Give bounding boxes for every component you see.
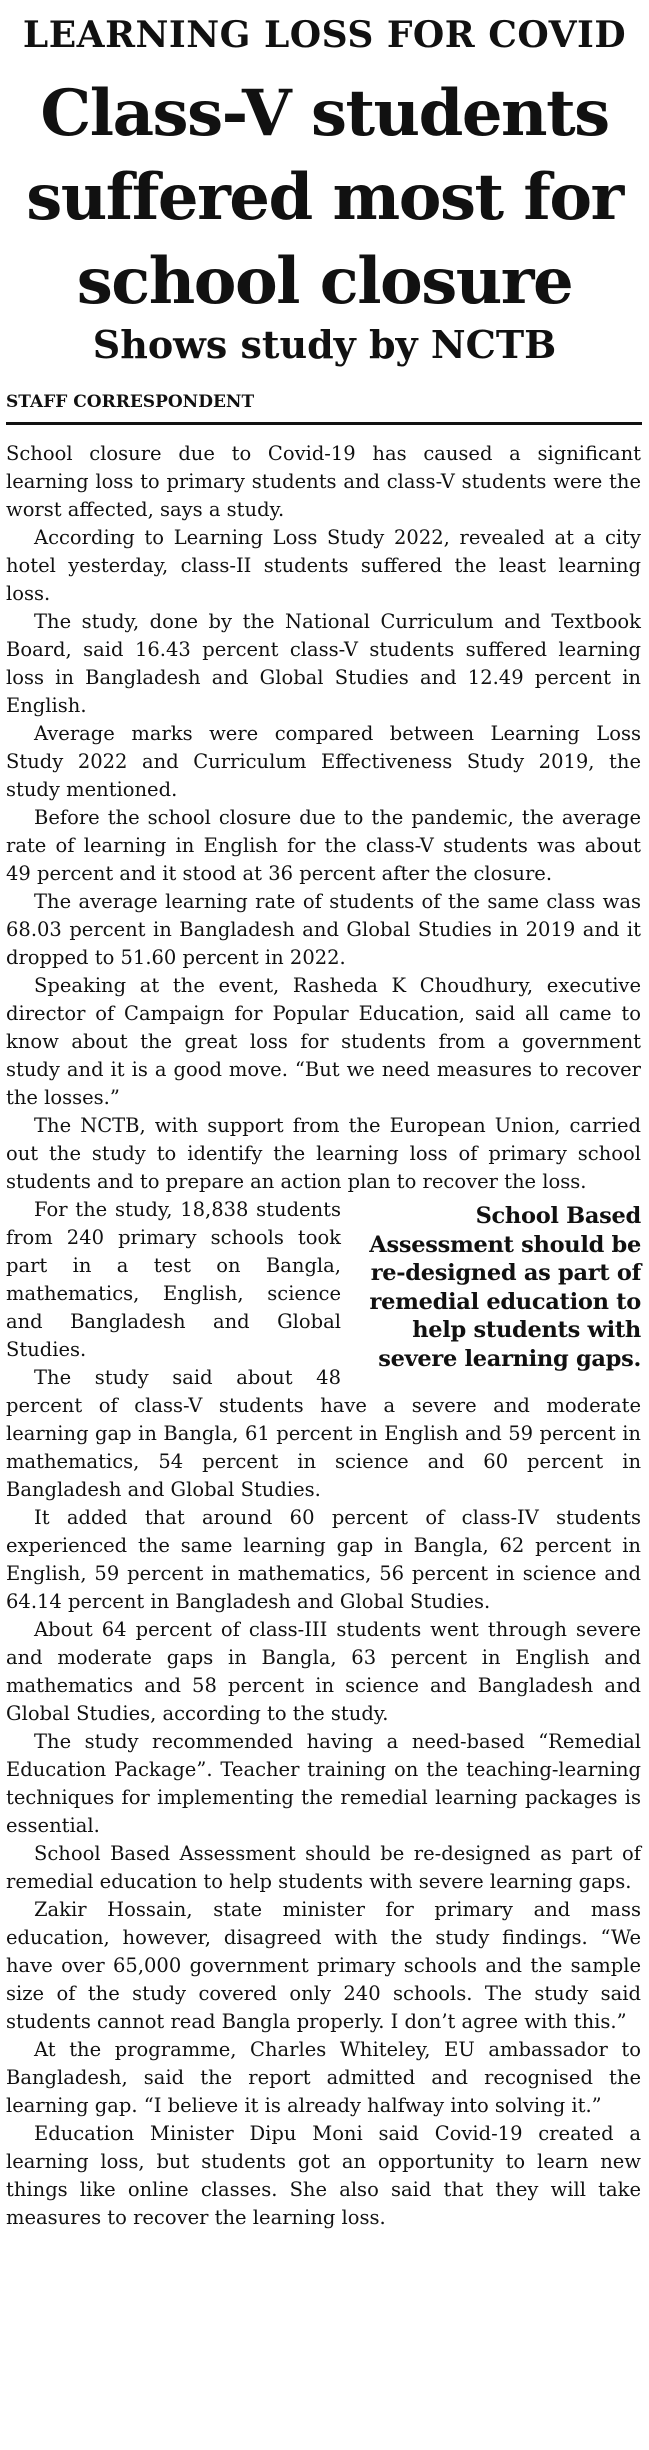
paragraph: Average marks were compared between Learning Loss Study 2022 and Curriculum Effectiveness Study 2019, the study mentioned. xyxy=(6,722,641,801)
paragraph: The average learning rate of students of the same class was 68.03 percent in Bangladesh and Global Studies in 2019 and it dropped to 51.60 percent in 2022. xyxy=(6,890,641,969)
paragraph: Education Minister Dipu Moni said Covid-19 created a learning loss, but students got an opportunity to learn new things like online classes. She also said that they will take measures to recover the learning loss. xyxy=(6,2122,641,2229)
pull-quote: School Based Assessment should be re-designed as part of remedial education to help students with severe learning gaps. xyxy=(369,1203,641,1372)
paragraph: The study said about 48 percent of class-V students have a severe and moderate learning gap in Bangla, 61 percent in English and 59 percent in mathematics, 54 percent in science and 60 percent in Bangladesh and Global Studies. xyxy=(6,1366,641,1501)
paragraph: Before the school closure due to the pandemic, the average rate of learning in English for the class-V students was about 49 percent and it stood at 36 percent after the closure. xyxy=(6,806,641,885)
article-body xyxy=(6,440,641,2232)
subhead: Shows study by NCTB xyxy=(92,322,557,367)
paragraph: The NCTB, with support from the European Union, carried out the study to identify the learning loss of primary school students and to prepare an action plan to recover the loss. xyxy=(6,1114,641,1193)
paragraph: At the programme, Charles Whiteley, EU ambassador to Bangladesh, said the report admitted and recognised the learning gap. “I believe it is already halfway into solving it.” xyxy=(6,2038,641,2117)
headline: Class-V students suffered most for school closure xyxy=(26,76,623,319)
paragraph: For the study, 18,838 students from 240 primary schools took part in a test on Bangla, mathematics, English, science and Bangladesh and Global Studies. xyxy=(6,1198,341,1361)
byline: STAFF CORRESPONDENT xyxy=(6,392,255,412)
paragraph: Speaking at the event, Rasheda K Choudhury, executive director of Campaign for Popular Education, said all came to know about the great loss for students from a government study and it is a good move. “But we need measures to recover the losses.” xyxy=(6,974,641,1109)
paragraph: According to Learning Loss Study 2022, revealed at a city hotel yesterday, class-II students suffered the least learning loss. xyxy=(6,526,641,605)
paragraph: School Based Assessment should be re-designed as part of remedial education to help students with severe learning gaps. xyxy=(6,1842,641,1893)
paragraph: It added that around 60 percent of class-IV students experienced the same learning gap in Bangla, 62 percent in English, 59 percent in mathematics, 56 percent in science and 64.14 percent in Bangladesh and Global Studies. xyxy=(6,1506,641,1613)
paragraph: The study recommended having a need-based “Remedial Education Package”. Teacher training on the teaching-learning techniques for implementing the remedial learning packages is essential. xyxy=(6,1730,641,1837)
paragraph: The study, done by the National Curriculum and Textbook Board, said 16.43 percent class-V students suffered learning loss in Bangladesh and Global Studies and 12.49 percent in English. xyxy=(6,610,641,717)
byline-divider xyxy=(6,422,642,425)
paragraph: School closure due to Covid-19 has caused a significant learning loss to primary students and class-V students were the worst affected, says a study. xyxy=(6,442,641,521)
paragraph: Zakir Hossain, state minister for primary and mass education, however, disagreed with the study findings. “We have over 65,000 government primary schools and the sample size of the study covered only 240 schools. The study said students cannot read Bangla properly. I don’t agree with this.” xyxy=(6,1898,641,2033)
paragraph: About 64 percent of class-III students went through severe and moderate gaps in Bangla, 63 percent in English and mathematics and 58 percent in science and Bangladesh and Global Studies, according to the study. xyxy=(6,1618,641,1725)
kicker: LEARNING LOSS FOR COVID xyxy=(22,14,627,56)
